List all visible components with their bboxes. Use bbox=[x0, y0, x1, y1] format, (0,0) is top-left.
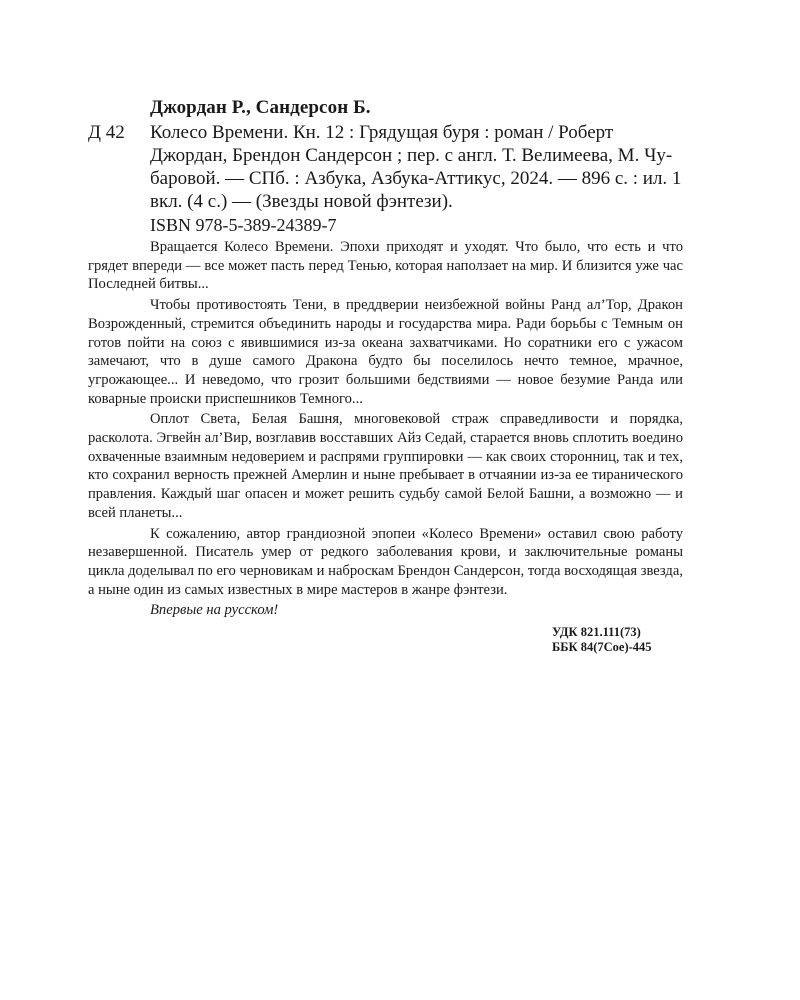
title-line: Джордан, Брендон Сандерсон ; пер. с англ. Т. Велимеева, М. Чу- bbox=[150, 145, 673, 166]
tagline: Впервые на русском! bbox=[150, 602, 279, 619]
title-line: Колесо Времени. Кн. 12 : Грядущая буря : роман / Роберт bbox=[150, 122, 614, 143]
isbn: ISBN 978-5-389-24389-7 bbox=[150, 215, 337, 235]
annotation-paragraph: К сожалению, автор грандиозной эпопеи «Колесо Времени» оставил свою работу незавершенной. Писатель умер от редкого заболевания крови, и заключительные романы цикла доделывал по его черновикам и наброскам Брендон Сандерсон, тогда восходящая звезда, а ныне один из самых известных в мире мастеров в жанре фэнтези. bbox=[88, 525, 683, 598]
annotation-paragraph: Чтобы противостоять Тени, в преддверии неизбежной войны Ранд ал’Тор, Дракон Возрожденный, стремится объединить народы и государства мира. Ради борьбы с Темным он готов пойти на союз с явившимися из-за океана захватчиками. Но соратники его с ужасом замечают, что в душе самого Дракона будто бы поселилось нечто темное, мрачное, угрожающее... И неведомо, что грозит большими бедствиями — новое безумие Ранда или коварные происки приспешников Темного... bbox=[88, 297, 683, 407]
annotation-paragraph: Вращается Колесо Времени. Эпохи приходят и уходят. Что было, что есть и что грядет впереди — все может пасть перед Тенью, которая наползает на мир. И близится уже час Последней битвы... bbox=[88, 239, 683, 293]
bibliographic-entry bbox=[88, 121, 683, 213]
author-heading: Джордан Р., Сандерсон Б. bbox=[150, 97, 371, 118]
classification-codes bbox=[552, 625, 683, 655]
bbk-code: ББК 84(7Сое)-445 bbox=[552, 640, 652, 655]
catalog-card bbox=[88, 96, 683, 655]
title-description bbox=[150, 121, 683, 213]
title-line: вкл. (4 с.) — (Звезды новой фэнтези). bbox=[150, 191, 453, 212]
annotation bbox=[88, 238, 683, 599]
annotation-paragraph: Оплот Света, Белая Башня, многовековой страж справедливости и порядка, расколота. Эгвейн ал’Вир, возглавив восставших Айз Седай, старается вновь сплотить воедино охваченные взаимным недоверием и распрями группировки — как своих сторонниц, так и тех, кто сохранил верность прежней Амерлин и ныне пребывает в отчаянии из-за ее тиранического правления. Каждый шаг опасен и может решить судьбу самой Белой Башни, а возможно — и всей планеты... bbox=[88, 411, 683, 521]
udk-code: УДК 821.111(73) bbox=[552, 625, 641, 640]
title-line: баровой. — СПб. : Азбука, Азбука-Аттикус, 2024. — 896 с. : ил. 1 bbox=[150, 168, 682, 189]
library-code: Д 42 bbox=[88, 122, 125, 143]
